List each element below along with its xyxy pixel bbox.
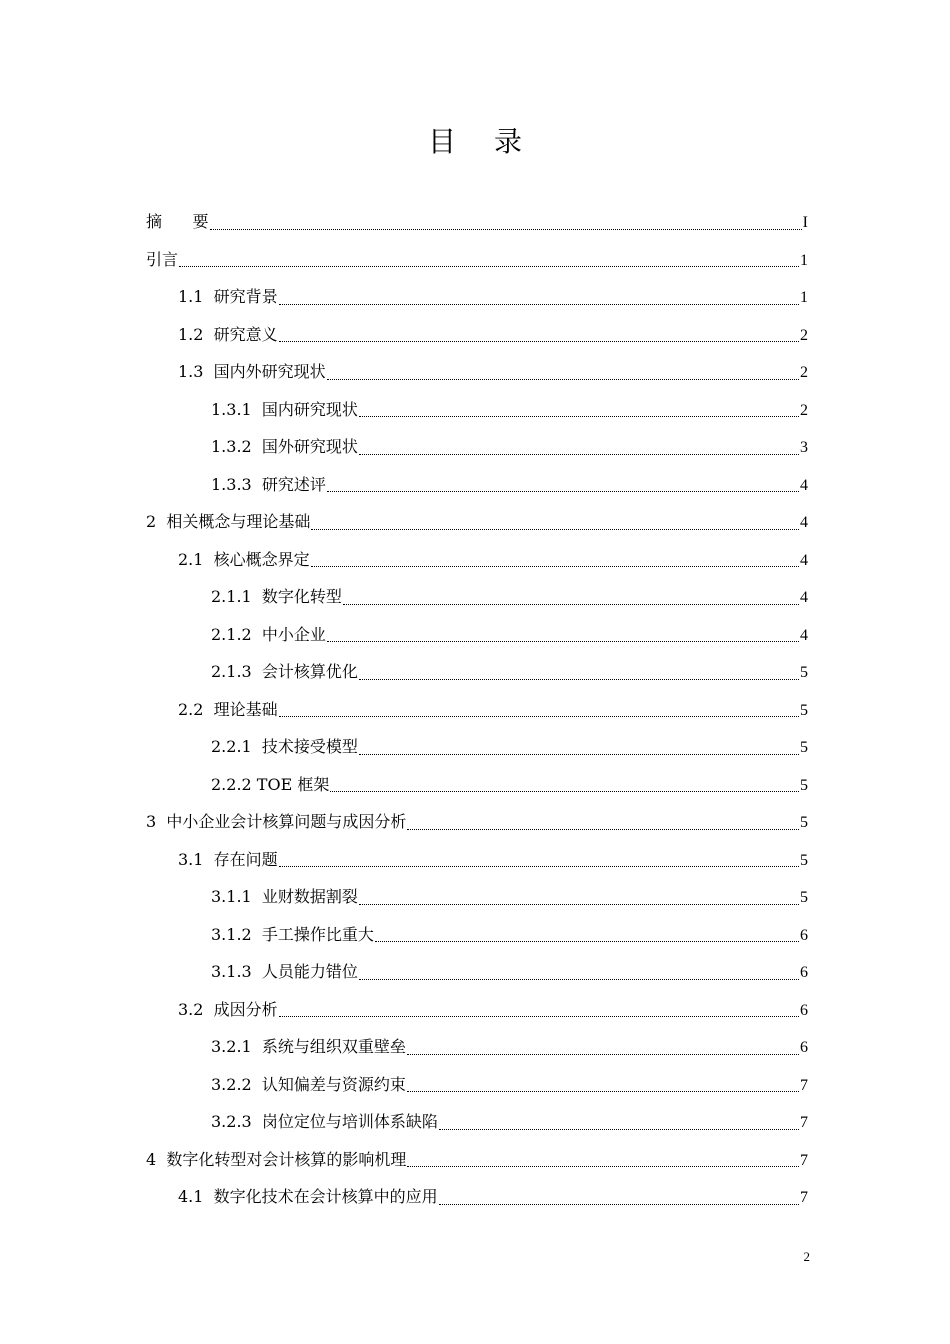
toc-dot-leader xyxy=(407,1054,799,1055)
toc-entry-page: I xyxy=(802,214,808,231)
toc-entry-label: 引言 xyxy=(146,249,179,269)
toc-entry xyxy=(146,953,808,991)
toc-dot-leader xyxy=(311,529,799,530)
toc-entry-page: 6 xyxy=(800,964,808,981)
toc-dot-leader xyxy=(327,491,799,492)
toc-entry xyxy=(146,728,808,766)
toc-entry-page: 2 xyxy=(800,326,808,344)
page-title: 目录 xyxy=(427,125,560,158)
toc-entry xyxy=(146,878,808,916)
toc-dot-leader xyxy=(439,1204,799,1205)
toc-entry xyxy=(146,1178,808,1216)
toc-entry-label: 1.3.1 国内研究现状 xyxy=(211,399,358,419)
toc-entry-page: 4 xyxy=(800,514,808,531)
toc-dot-leader xyxy=(279,866,799,867)
toc-dot-leader xyxy=(279,716,799,717)
toc-entry-page: 5 xyxy=(800,776,808,794)
toc-entry xyxy=(146,428,808,466)
toc-entry-label: 3.2 成因分析 xyxy=(178,999,278,1019)
toc-entry-label: 1.1 研究背景 xyxy=(178,287,278,306)
toc-entry xyxy=(146,653,808,691)
toc-dot-leader xyxy=(210,229,802,230)
toc-entry xyxy=(146,316,808,354)
toc-entry-page: 4 xyxy=(800,589,808,606)
toc-entry-page: 1 xyxy=(800,289,808,306)
toc-entry-label: 3.1.2 手工操作比重大 xyxy=(211,924,374,944)
toc-dot-leader xyxy=(407,829,799,830)
toc-dot-leader xyxy=(279,341,799,342)
toc-entry-page: 4 xyxy=(800,551,808,569)
toc-entry-label: 1.3.3 研究述评 xyxy=(211,474,326,494)
toc-entry-label: 2.2.2 TOE 框架 xyxy=(211,774,330,794)
toc-entry-label: 1.2 研究意义 xyxy=(178,324,278,344)
toc-entry-label: 1.3 国内外研究现状 xyxy=(178,362,326,381)
toc-entry xyxy=(146,766,808,804)
toc-entry-label: 2 相关概念与理论基础 xyxy=(146,512,311,531)
toc-dot-leader xyxy=(327,641,799,642)
toc-entry xyxy=(146,1066,808,1104)
toc-entry xyxy=(146,241,808,279)
toc-entry-label: 摘 要 xyxy=(146,212,209,231)
toc-dot-leader xyxy=(439,1129,799,1130)
toc-entry-page: 3 xyxy=(800,439,808,456)
toc-entry-label: 3.2.1 系统与组织双重壁垒 xyxy=(211,1037,406,1056)
toc-dot-leader xyxy=(359,416,799,417)
toc-entry xyxy=(146,841,808,879)
toc-entry-label: 2.1.2 中小企业 xyxy=(211,624,326,644)
toc-entry xyxy=(146,1028,808,1066)
toc-entry xyxy=(146,391,808,429)
toc-entry-label: 2.1 核心概念界定 xyxy=(178,549,310,569)
toc-entry xyxy=(146,541,808,579)
toc-entry-label: 2.1.1 数字化转型 xyxy=(211,587,342,606)
toc-entry-page: 5 xyxy=(800,814,808,831)
toc-dot-leader xyxy=(359,454,799,455)
toc-entry-page: 5 xyxy=(800,889,808,906)
toc-entry-label: 2.1.3 会计核算优化 xyxy=(211,662,358,681)
toc-dot-leader xyxy=(359,904,799,905)
toc-dot-leader xyxy=(279,1016,799,1017)
toc-entry-page: 7 xyxy=(800,1189,808,1206)
toc-entry-label: 3.1.3 人员能力错位 xyxy=(211,962,358,981)
toc-entry xyxy=(146,503,808,541)
toc-dot-leader xyxy=(375,941,799,942)
toc-entry-label: 4.1 数字化技术在会计核算中的应用 xyxy=(178,1187,438,1206)
toc-dot-leader xyxy=(330,791,799,792)
toc-entry xyxy=(146,1141,808,1179)
toc-dot-leader xyxy=(407,1166,799,1167)
toc-dot-leader xyxy=(343,604,799,605)
toc-entry-page: 6 xyxy=(800,926,808,944)
toc-entry-label: 3.2.3 岗位定位与培训体系缺陷 xyxy=(211,1112,438,1131)
toc-entry-page: 7 xyxy=(800,1114,808,1131)
toc-entry xyxy=(146,691,808,729)
toc-entry-page: 5 xyxy=(800,701,808,719)
toc-entry-page: 6 xyxy=(800,1001,808,1019)
toc-entry-page: 2 xyxy=(800,364,808,381)
toc-entry-page: 6 xyxy=(800,1039,808,1056)
toc-entry-page: 5 xyxy=(800,851,808,869)
toc-entry-label: 1.3.2 国外研究现状 xyxy=(211,437,358,456)
toc-entry-label: 4 数字化转型对会计核算的影响机理 xyxy=(146,1149,407,1169)
toc-entry xyxy=(146,203,808,241)
toc-entry-label: 2.2.1 技术接受模型 xyxy=(211,737,358,756)
toc-entry-page: 1 xyxy=(800,251,808,269)
toc-entry xyxy=(146,1103,808,1141)
toc-dot-leader xyxy=(179,266,799,267)
toc-entry xyxy=(146,278,808,316)
toc-entry-page: 4 xyxy=(800,626,808,644)
toc-entry xyxy=(146,616,808,654)
toc-entry xyxy=(146,916,808,954)
toc-entry-page: 5 xyxy=(800,664,808,681)
toc-entry xyxy=(146,578,808,616)
toc-dot-leader xyxy=(311,566,799,567)
toc-entry-label: 2.2 理论基础 xyxy=(178,699,278,719)
toc-entry-page: 7 xyxy=(800,1076,808,1094)
toc-entry xyxy=(146,353,808,391)
toc-entry-page: 4 xyxy=(800,476,808,494)
toc-entry xyxy=(146,991,808,1029)
table-of-contents xyxy=(146,203,808,1216)
toc-entry-label: 3.1.1 业财数据割裂 xyxy=(211,887,358,906)
toc-dot-leader xyxy=(279,304,799,305)
toc-entry-page: 7 xyxy=(800,1151,808,1169)
toc-entry xyxy=(146,466,808,504)
toc-dot-leader xyxy=(407,1091,799,1092)
toc-dot-leader xyxy=(359,979,799,980)
toc-entry-label: 3.1 存在问题 xyxy=(178,849,278,869)
toc-entry-label: 3.2.2 认知偏差与资源约束 xyxy=(211,1074,406,1094)
toc-entry-page: 5 xyxy=(800,739,808,756)
toc-entry-label: 3 中小企业会计核算问题与成因分析 xyxy=(146,812,407,831)
page-number: 2 xyxy=(803,1249,810,1264)
toc-entry-page: 2 xyxy=(800,401,808,419)
toc-dot-leader xyxy=(327,379,799,380)
toc-dot-leader xyxy=(359,754,799,755)
toc-dot-leader xyxy=(359,679,799,680)
toc-entry xyxy=(146,803,808,841)
